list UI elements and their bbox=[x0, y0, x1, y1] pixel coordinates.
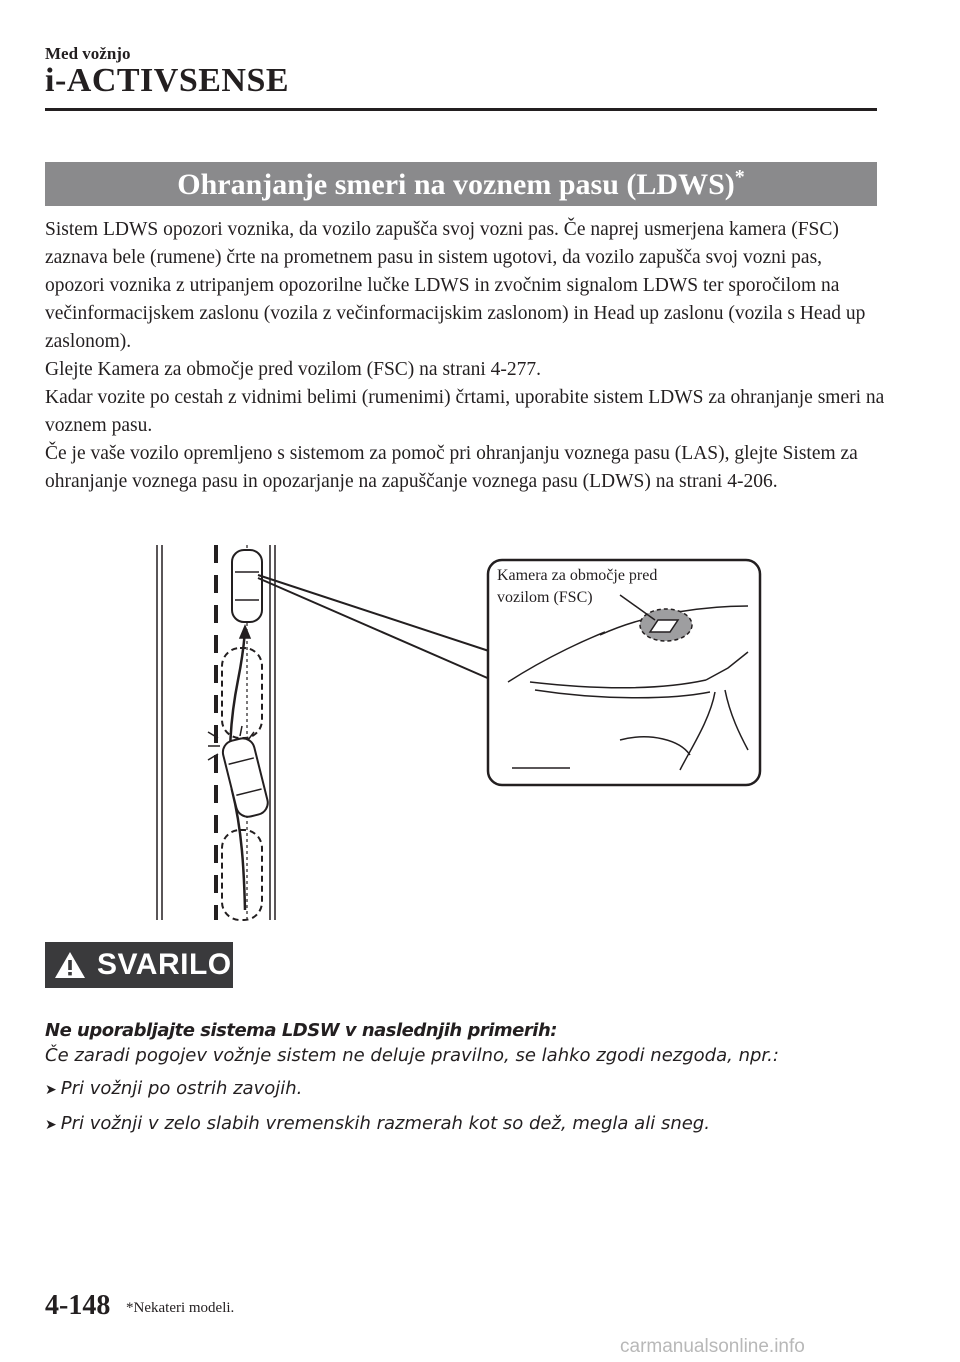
paragraph: Kadar vozite po cestah z vidnimi belimi (rumenimi) črtami, uporabite sistem LDWS za ohranjanje smeri na voznem pasu. bbox=[45, 387, 885, 436]
warning-lead: Ne uporabljajte sistema LDSW v naslednjih primerih: bbox=[45, 1020, 557, 1041]
arrow-bullet-icon: ➤ bbox=[45, 1082, 57, 1098]
breadcrumb: Med vožnjo bbox=[45, 44, 131, 63]
paragraph: Če je vaše vozilo opremljeno s sistemom za pomoč pri ohranjanju voznega pasu (LAS), glejte Sistem za ohranjanje voznega pasu in opozarjanje na zapuščanje voznega pasu (LDWS) na strani 4-206. bbox=[45, 443, 858, 492]
paragraph: Glejte Kamera za območje pred vozilom (FSC) na strani 4-277. bbox=[45, 359, 542, 380]
section-heading-bar bbox=[45, 162, 877, 206]
optional-feature-marker: * bbox=[734, 166, 745, 188]
camera-callout-line-2: vozilom (FSC) bbox=[497, 589, 593, 606]
section-title: i-ACTIVSENSE bbox=[45, 62, 290, 99]
title-divider bbox=[45, 108, 877, 111]
arrow-bullet-icon: ➤ bbox=[45, 1117, 57, 1133]
warning-intro: Če zaradi pogojev vožnje sistem ne deluje pravilno, se lahko zgodi nezgoda, npr.: bbox=[45, 1045, 779, 1066]
camera-callout-line-1: Kamera za območje pred bbox=[497, 567, 658, 584]
page-number: 4-148 bbox=[45, 1290, 111, 1321]
warning-triangle-icon bbox=[53, 950, 87, 980]
footnote: *Nekateri modeli. bbox=[126, 1300, 235, 1316]
warning-badge bbox=[45, 942, 233, 988]
warning-body bbox=[45, 1018, 905, 1138]
paragraph: Sistem LDWS opozori voznika, da vozilo zapušča svoj vozni pas. Če naprej usmerjena kamera (FSC) zaznava bele (rumene) črte na prometnem pasu in sistem ugotovi, da vozilo zapušča svoj vozni pas, opozori voznika z utripanjem opozorilne lučke LDWS in zvočnim signalom LDWS ter sporočilom na večinformacijskem zaslonu (vozila z večinformacijskim zaslonom) in Head up zaslonu (vozila s Head up zaslonom). bbox=[45, 219, 866, 352]
watermark: carmanualsonline.info bbox=[620, 1336, 805, 1357]
warning-label: SVARILO bbox=[97, 948, 232, 981]
road-diagram bbox=[157, 545, 492, 920]
ldws-illustration bbox=[150, 540, 770, 925]
section-heading-text: Ohranjanje smeri na voznem pasu (LDWS) bbox=[177, 168, 735, 201]
body-text bbox=[45, 216, 885, 496]
warning-bullet: ➤ Pri vožnji po ostrih zavojih. bbox=[45, 1078, 303, 1099]
warning-bullet: ➤ Pri vožnji v zelo slabih vremenskih razmerah kot so dež, megla ali sneg. bbox=[45, 1113, 710, 1134]
